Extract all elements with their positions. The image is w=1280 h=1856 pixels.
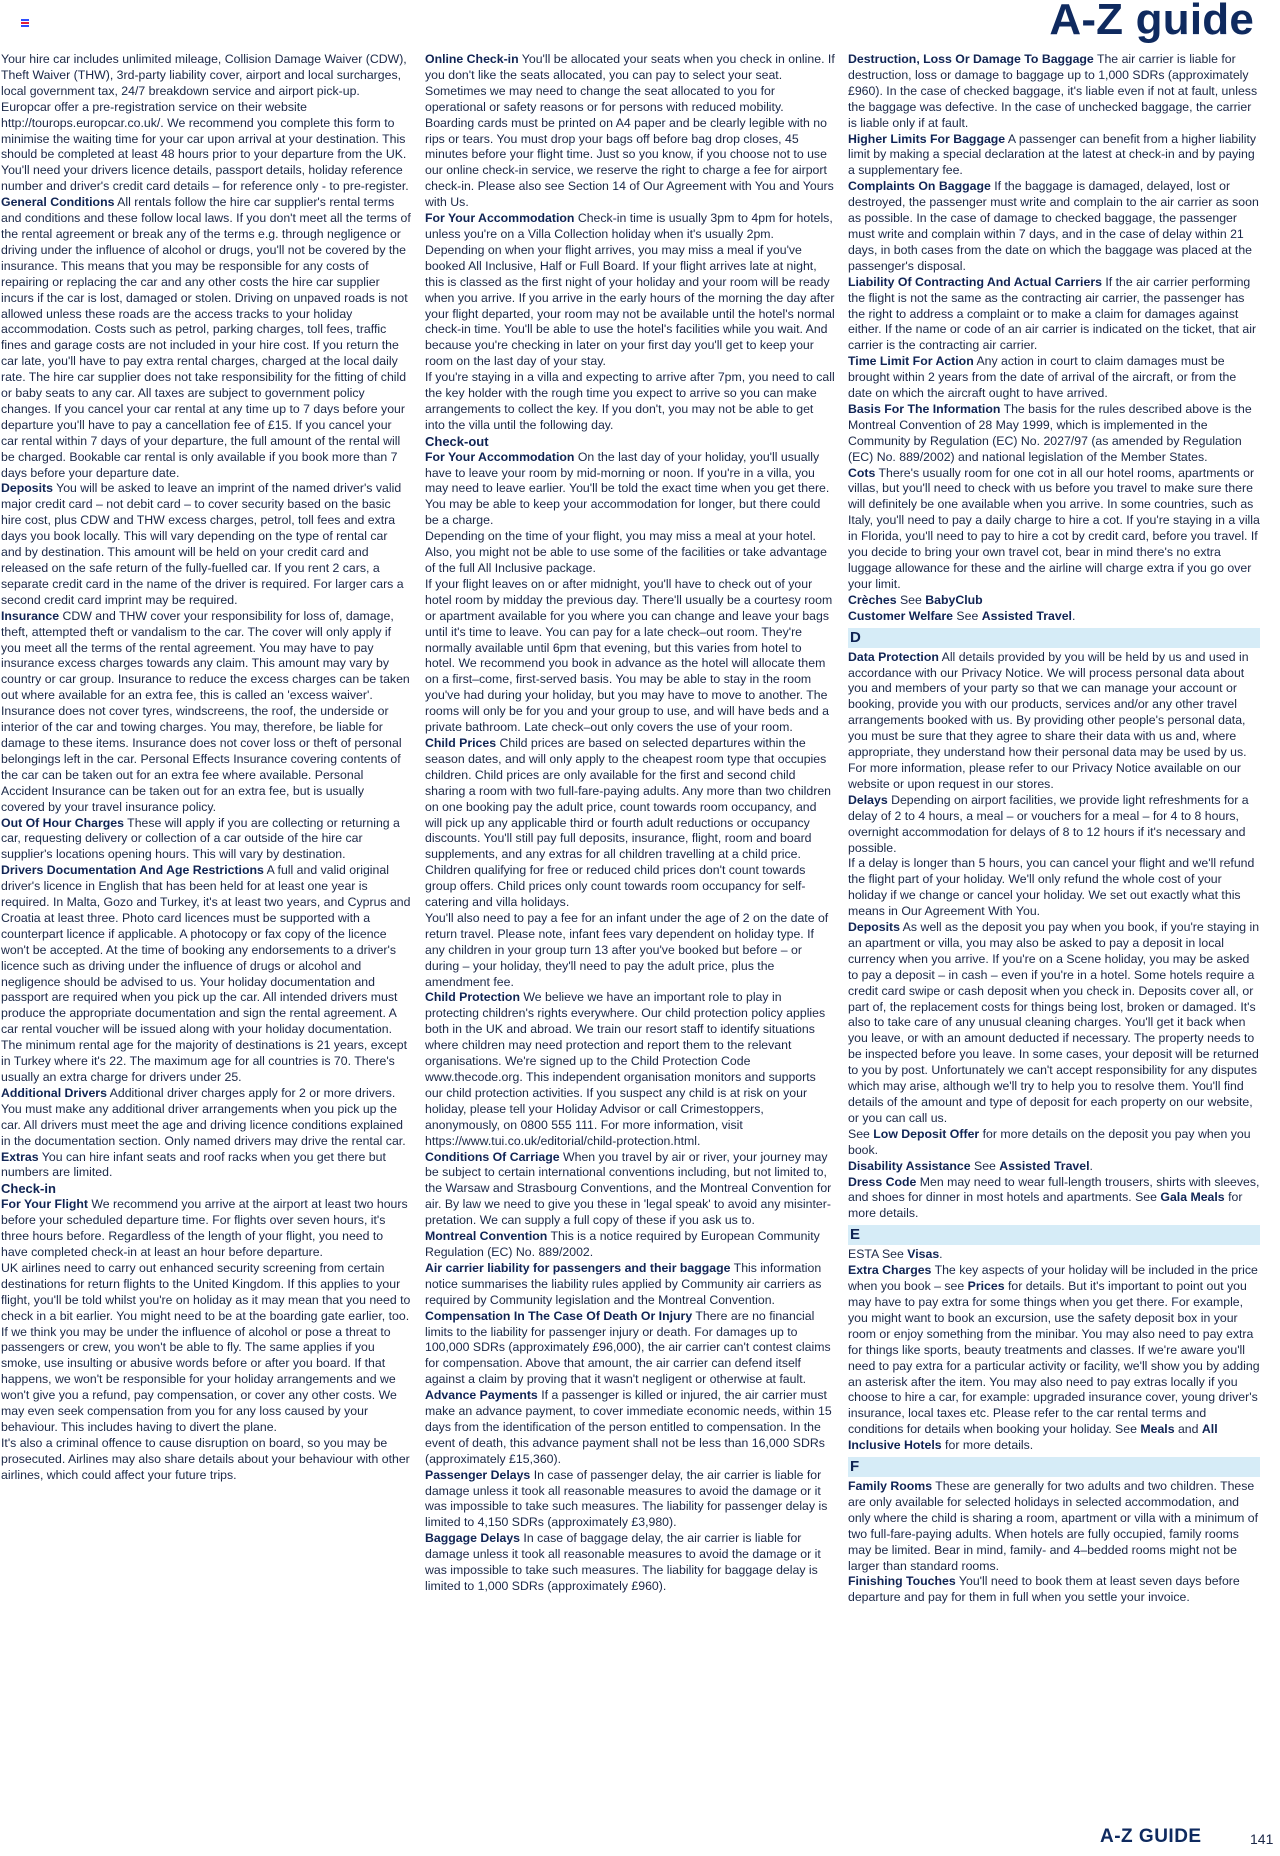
entry-text: for more details on the deposit you pay when you book.: [848, 1126, 1251, 1157]
entry-text: See: [953, 608, 982, 623]
entry-term: Higher Limits For Baggage: [848, 131, 1006, 146]
entry-term: Deposits: [848, 920, 900, 935]
entry-text: CDW and THW cover your responsibility for loss of, damage, theft, attempted theft or vandalism to the car. The cover will only apply if you meet all the terms of the rental agreement. You may have to pay insurance excess charges towards any claim. This amount may vary by country or car group. Insurance to reduce the excess charges can be taken out where available for an extra fee, this is called an 'excess waiver'. Insurance does not cover tyres, windscreens, the roof, the underside or interior of the car and towing charges. You may, therefore, be liable for damage to these items. Insurance does not cover loss or theft of personal belongings left in the car. Personal Effects Insurance covering contents of the car can be taken out for an extra fee where available. Personal Accident Insurance can be taken out for an extra fee, but is usually covered by your travel insurance policy.: [1, 608, 410, 814]
entry-text: and: [1174, 1422, 1202, 1437]
entry-term: Air carrier liability for passengers and their baggage: [425, 1260, 731, 1275]
entry-term: Cots: [848, 465, 876, 480]
entry-text: If you're staying in a villa and expecting to arrive after 7pm, you need to call the key holder with the rough time you expect to arrive so you can make arrangements to collect the key. If you don't, you may not be able to get into the villa until the following day.: [425, 370, 835, 432]
cross-reference: Assisted Travel: [999, 1158, 1090, 1173]
entry-text: We believe we have an important role to play in protecting children's rights everywhere. Our child protection policy applies both in the UK and abroad. We train our resort staff to identify situations where children may need protection and report them to the relevant organisations. We're signed up to the Child Protection Code www.thecode.org. This independent organisation monitors and supports our child protection activities. If you suspect any child is at risk on your holiday, please tell your Holiday Advisor or call Crimestoppers, anonymously, on 0800 555 111. For more information, visit https://www.tui.co.uk/editorial/child-protection.html.: [425, 990, 826, 1148]
entry-term: Drivers Documentation And Age Restrictions: [1, 863, 264, 878]
entry-text: There's usually room for one cot in all our hotel rooms, apartments or villas, but you'll need to check with us before you travel to make sure there will definitely be one available when you arrive. In some countries, such as Italy, you'll need to pay a daily charge to hire a cot. If you're staying in a villa in Florida, you'll need to pay to hire a cot by credit card, before you travel. If you decide to bring your own travel cot, bear in mind there's no extra luggage allowance for these and the airline will charge extra if you go over your limit.: [848, 465, 1260, 591]
entry-text: On the last day of your holiday, you'll usually have to leave your room by mid-morning or noon. If you're in a villa, you may need to leave earlier. You'll be told the exact time when you get there. You may be able to keep your accommodation for longer, but there could be a charge.: [425, 449, 830, 528]
entry-text: If we think you may be under the influence of alcohol or pose a threat to passengers or crew, you won't be able to fly. The same applies if you smoke, use insulting or abusive words before or after you board. If that happens, we won't be responsible for your holiday arrangements and we won't give you a refund, pay compensation, or cover any other costs. We may even seek compensation from you for any loss caused by your behaviour. This includes having to divert the plane.: [1, 1324, 397, 1434]
entry-text: The basis for the rules described above is the Montreal Convention of 28 May 1999, which is implemented in the Community by Regulation (EC) No. 2027/97 (as amended by Regulation (EC) No. 889/2002) and national legislation of the Member States.: [848, 401, 1252, 464]
entry-term: Destruction, Loss Or Damage To Baggage: [848, 52, 1094, 66]
entry-paragraph: [425, 1468, 835, 1532]
entry-text: As well as the deposit you pay when you book, if you're staying in an apartment or villa, you may also be asked to pay a deposit in local currency when you arrive. If you're on a Scene holiday, you may be asked to pay a deposit – in cash – even if you're in a hotel. Some hotels require a credit card swipe or cash deposit when you check in. Deposits cover all, or part of, the replacement costs for things being lost, broken or damaged. It's also to take care of any unusual cleaning charges. You'll get it back when you leave, or with an amount deducted if necessary. The property needs to be inspected before you leave. In some cases, your deposit will be returned to you by post. Unfortunately we can't accept responsibility for any disputes which may arise, although we'll try to help you to resolve them. You'll find details of the amount and type of deposit for each property on our website, or you can call us.: [848, 920, 1260, 1125]
entry-text: See: [970, 1158, 1000, 1173]
entry-paragraph: [848, 1159, 1260, 1175]
cross-reference: All Inclusive Hotels: [848, 1422, 1218, 1453]
entry-paragraph: [1, 52, 411, 100]
entry-paragraph: [1, 100, 411, 195]
entry-text: Child prices are based on selected departures within the season dates, and will only apply to the cheapest room type that occupies children. Child prices are only available for the first and second child sharing a room with two full-fare-paying adults. Any more than two children on one booking pay the adult price, count towards room occupancy, and will pick up any applicable third or fourth adult reductions or occupancy discounts. You'll still pay full deposits, insurance, flight, room and board supplements, and any extras for all children travelling at a child price. Children qualifying for free or reduced child prices don't count towards group offers. Child prices only count towards room occupancy for self-catering and villa holidays.: [425, 735, 831, 910]
entry-paragraph: [848, 275, 1260, 355]
entry-text: You'll also need to pay a fee for an infant under the age of 2 on the date of return travel. Please note, infant fees vary dependent on holiday type. If any children in your group turn 13 after you've booked but before – or during – your holiday, they'll need to pay the adult price, plus the amendment fee.: [425, 910, 829, 989]
entry-term: Montreal Convention: [425, 1229, 548, 1244]
cross-reference: Low Deposit Offer: [873, 1126, 980, 1141]
entry-text: Any action in court to claim damages must be brought within 2 years from the date of arrival of the aircraft, or from the date on which the aircraft ought to have arrived.: [848, 354, 1237, 401]
entry-term: Online Check-in: [425, 52, 519, 66]
letter-band: E: [848, 1225, 1260, 1245]
entry-text: Depending on airport facilities, we provide light refreshments for a delay of 2 to 4 hours, a meal – or vouchers for a meal – for 4 to 8 hours, overnight accommodation for delays of 8 to 12 hours if it's necessary and possible.: [848, 792, 1249, 855]
entry-text: UK airlines need to carry out enhanced security screening from certain destinations for return flights to the United Kingdom. If this applies to your flight, you'll be told whilst you're on holiday as it may mean that you need to check in a bit earlier. You might need to be at the boarding gate earlier, too.: [1, 1260, 411, 1323]
entry-paragraph: [425, 1531, 835, 1595]
entry-text: .: [1089, 1158, 1093, 1173]
entry-paragraph: [1, 1086, 411, 1150]
entry-text: for more details.: [848, 1190, 1243, 1221]
entry-paragraph: [848, 650, 1260, 793]
entry-paragraph: [1, 1436, 411, 1484]
entry-paragraph: [1, 863, 411, 1086]
entry-paragraph: [848, 1574, 1260, 1606]
entry-text: It's also a criminal offence to cause disruption on board, so you may be prosecuted. Airlines may also share details about your behaviour with other airlines, which could affect your future trips.: [1, 1435, 410, 1482]
entry-term: For Your Accommodation: [425, 211, 575, 226]
entry-paragraph: [425, 1229, 835, 1261]
column-1: [1, 52, 411, 1484]
entry-text: Europcar offer a pre-registration service on their website http://tourops.europcar.co.uk/. We recommend you complete this form to minimise the waiting time for your car upon arrival at your destination. This should be completed at least 48 hours prior to your departure from the UK. You'll need your drivers licence details, passport details, holiday reference number and driver's credit card details – for reference only - to pre-register.: [1, 99, 409, 194]
entry-paragraph: [425, 1388, 835, 1468]
letter-band: D: [848, 628, 1260, 648]
entry-term: Extras: [1, 1149, 39, 1164]
entry-paragraph: [425, 1150, 835, 1230]
entry-paragraph: [848, 609, 1260, 625]
entry-paragraph: [848, 856, 1260, 920]
entry-text: .: [1071, 608, 1076, 623]
entry-term: Deposits: [1, 481, 53, 496]
entry-term: Finishing Touches: [848, 1574, 956, 1589]
entry-term: Dress Code: [848, 1174, 917, 1189]
entry-term: For Your Accommodation: [425, 449, 575, 464]
column-2: [425, 52, 835, 1595]
entry-text: Depending on the time of your flight, you may miss a meal at your hotel. Also, you might not be able to use some of the facilities or take advantage of the full All Inclusive package.: [425, 529, 827, 575]
entry-term: Customer Welfare: [848, 608, 954, 623]
section-heading: Check-out: [425, 433, 489, 449]
entry-text: See: [848, 1126, 874, 1141]
entry-term: Disability Assistance: [848, 1158, 971, 1173]
entry-paragraph: [848, 354, 1260, 402]
entry-paragraph: [425, 529, 835, 577]
entry-text: When you travel by air or river, your journey may be subject to certain international conventions including, but not limited to, the Warsaw and Strasbourg Conventions, and the Montreal Convention for air. By law we need to give you these in 'legal speak' to avoid any misinter-pretation. We can supply a full copy of these if you ask us to.: [425, 1149, 832, 1228]
entry-paragraph: [848, 1127, 1260, 1159]
entry-paragraph: [425, 211, 835, 370]
entry-paragraph: [1, 481, 411, 608]
cross-reference: Assisted Travel: [981, 608, 1072, 623]
entry-paragraph: [848, 920, 1260, 1127]
entry-paragraph: [848, 793, 1260, 857]
entry-text: .: [939, 1247, 943, 1262]
entry-paragraph: [1, 1197, 411, 1261]
entry-term: Passenger Delays: [425, 1467, 531, 1482]
entry-text: These are generally for two adults and two children. These are only available for selected holidays in selected accommodation, and only where the child is sharing a room, apartment or villa with a minimum of two full-fare-paying adults. When hotels are fully occupied, family rooms may be limited. Bear in mind, family- and 4–bedded rooms might not be larger than standard rooms.: [848, 1479, 1259, 1573]
entry-paragraph: [1, 609, 411, 816]
entry-text: If a delay is longer than 5 hours, you can cancel your flight and we'll refund the flight part of your holiday. We'll only refund the whole cost of your holiday if we change or cancel your holiday. We set out exactly what this means in Our Agreement With You.: [848, 856, 1255, 919]
entry-paragraph: [1, 1150, 411, 1182]
entry-text: If the air carrier performing the flight is not the same as the contracting air carrier, the passenger has the right to address a complaint or to make a claim for damages against either. If the name or code of an air carrier is indicated on the ticket, that air carrier is the contracting air carrier.: [848, 274, 1257, 353]
entry-paragraph: [1, 816, 411, 864]
entry-term: Child Protection: [425, 990, 520, 1005]
cross-reference: BabyClub: [925, 592, 983, 607]
entry-term: Baggage Delays: [425, 1531, 521, 1546]
entry-term: Conditions Of Carriage: [425, 1149, 560, 1164]
entry-text: The key aspects of your holiday will be included in the price when you book – see: [848, 1263, 1258, 1294]
entry-paragraph: [848, 1479, 1260, 1574]
entry-paragraph: [848, 402, 1260, 466]
entry-text: Your hire car includes unlimited mileage, Collision Damage Waiver (CDW), Theft Waiver (THW), 3rd-party liability cover, airport and local surcharges, local government tax, 24/7 breakdown service and airport pick-up.: [1, 52, 407, 98]
entry-paragraph: [848, 1247, 1260, 1263]
entry-text: If a passenger is killed or injured, the air carrier must make an advance payment, to cover immediate economic needs, within 15 days from the identification of the person entitled to compensation. In the event of death, this advance payment shall not be less than 16,000 SDRs (approximately £15,360).: [425, 1388, 832, 1466]
entry-term: Child Prices: [425, 735, 497, 750]
entry-text: If your flight leaves on or after midnight, you'll have to check out of your hotel room by midday the previous day. There'll usually be a courtesy room or apartment available for you where you can change and leave your bags until it's time to leave. You can pay for a late check–out room. They're normally available until 6pm that evening, but this varies from hotel to hotel. We recommend you book in advance as the hotel will allocate them on a first–come, first-served basis. You may be able to stay in the room you've had during your holiday, but you may have to move to another. The rooms will only be for you and your group to use, and will have beds and a private bathroom. Late check–out only covers the use of your room.: [425, 576, 833, 735]
entry-term: Complaints On Baggage: [848, 179, 991, 194]
menu-icon[interactable]: [21, 19, 29, 27]
entry-text: A full and valid original driver's licence in English that has been held for at least one year is required. In Malta, Gozo and Turkey, it's at least two years, and Cyprus and Croatia at least three. Photo card licences must be supported with a counterpart licence if applicable. A photocopy or fax copy of the licence won't be accepted. At the time of booking any endorsements to a driver's licence such as driving under the influence of drugs or alcohol and negligence should be advised to us. Your holiday documentation and passport are required when you pick up the car. All intended drivers must produce the appropriate documentation and sign the rental agreement. A car rental voucher will be issued along with your holiday documentation. The minimum rental age for the majority of destinations is 21 years, except in Turkey where it's 22. The maximum age for all countries is 70. There's usually an extra charge for drivers under 25.: [1, 863, 411, 1084]
entry-term: General Conditions: [1, 195, 115, 210]
entry-term: Basis For The Information: [848, 401, 1001, 416]
entry-text: We recommend you arrive at the airport at least two hours before your scheduled departure time. For flights over seven hours, it's three hours before. Regardless of the length of your flight, you need to have completed check-in at least an hour before departure.: [1, 1197, 408, 1259]
entry-paragraph: [425, 450, 835, 530]
entry-text: There are no financial limits to the liability for passenger injury or death. For damages up to 100,000 SDRs (approximately £96,000), the air carrier can't contest claims for compensation. Above that amount, the air carrier can defend itself against a claim by proving that it wasn't negligent or otherwise at fault.: [425, 1308, 831, 1387]
entry-term: Crèches: [848, 592, 897, 607]
entry-paragraph: [425, 736, 835, 911]
entry-text: In case of baggage delay, the air carrier is liable for damage unless it took all reasonable measures to avoid the damage or it was impossible to take such measures. The liability for baggage delay is limited to 1,000 SDRs (approximately £960).: [425, 1531, 821, 1593]
entry-text: The air carrier is liable for destruction, loss or damage to baggage up to 1,000 SDRs (approximately £960). In the case of checked baggage, it's liable even if not at fault, unless the baggage was defective. In the case of unchecked baggage, the carrier is liable only if at fault.: [848, 52, 1258, 130]
entry-term: Out Of Hour Charges: [1, 815, 124, 830]
entry-paragraph: [425, 577, 835, 736]
entry-text: If the baggage is damaged, delayed, lost or destroyed, the passenger must write and complain to the air carrier as soon as possible. In the case of damage to checked baggage, the passenger must write and complain within 7 days, and in the case of delay within 21 days, in both cases from the date on which the baggage was placed at the passenger's disposal.: [848, 179, 1259, 273]
entry-term: Delays: [848, 792, 888, 807]
entry-paragraph: [848, 1263, 1260, 1454]
entry-text: ESTA See: [848, 1247, 908, 1262]
entry-text: In case of passenger delay, the air carrier is liable for damage unless it took all reasonable measures to avoid the damage or it was impossible to take such measures. The liability for passenger delay is limited to 4,150 SDRs (approximately £3,980).: [425, 1467, 828, 1530]
entry-text: for more details.: [941, 1438, 1034, 1453]
entry-term: Additional Drivers: [1, 1085, 107, 1100]
letter-band: F: [848, 1457, 1260, 1477]
entry-paragraph: [848, 52, 1260, 132]
entry-paragraph: [848, 132, 1260, 180]
entry-term: Family Rooms: [848, 1479, 933, 1494]
entry-paragraph: [425, 370, 835, 434]
entry-paragraph: [425, 990, 835, 1149]
footer-label: A-Z GUIDE: [1100, 1826, 1202, 1847]
entry-text: You can hire infant seats and roof racks when you get there but numbers are limited.: [1, 1149, 386, 1180]
entry-text: You'll be allocated your seats when you check in online. If you don't like the seats allocated, you can pay to select your seat. Sometimes we may need to change the seat allocated to you for operational or safety reasons or for persons with reduced mobility. Boarding cards must be printed on A4 paper and be clearly legible with no rips or tears. You must drop your bags off before bag drop closes, 45 minutes before your flight time. Just so you know, if you choose not to use our online check-in service, we reserve the right to charge a fee for airport check-in. Please also see Section 14 of Our Agreement with You and Yours with Us.: [425, 52, 835, 210]
entry-paragraph: [425, 1261, 835, 1309]
cross-reference: Meals: [1140, 1422, 1175, 1437]
column-3: [848, 52, 1260, 1606]
cross-reference: Prices: [967, 1279, 1005, 1294]
entry-term: Data Protection: [848, 649, 939, 664]
section-heading: Check-in: [1, 1181, 56, 1197]
entry-text: See: [896, 592, 926, 607]
entry-paragraph: [425, 1309, 835, 1389]
entry-paragraph: [1, 1325, 411, 1436]
entry-text: Check-in time is usually 3pm to 4pm for hotels, unless you're on a Villa Collection holiday when it's usually 2pm. Depending on when your flight arrives, you may miss a meal if you've booked All Inclusive, Half or Full Board. If your flight arrives late at night, this is classed as the first night of your holiday and your room will be ready when you arrive. If you arrive in the early hours of the morning the day after your flight departed, your room may not be available until the hotel's normal check-in time. You'll be able to use the hotel's facilities while you wait. And because you're checking in later on your first day you'll get to keep your room on the last day of your stay.: [425, 211, 835, 369]
entry-term: Advance Payments: [425, 1388, 538, 1403]
entry-paragraph: [1, 195, 411, 481]
entry-paragraph: [848, 593, 1260, 609]
entry-paragraph: [848, 1175, 1260, 1223]
entry-paragraph: [848, 179, 1260, 274]
page-title: A-Z guide: [1049, 0, 1254, 44]
entry-text: Men may need to wear full-length trousers, shirts with sleeves, and shoes for dinner in most hotels and apartments. See: [848, 1174, 1260, 1205]
cross-reference: Gala Meals: [1160, 1190, 1225, 1205]
entry-text: All details provided by you will be held by us and used in accordance with our Privacy Notice. We will process personal data about you and members of your party so that we can manage your account or booking, provide you with our products, services and/or any other travel arrangements booked with us. By providing other people's personal data, you must be sure that they agree to share their data with us and, where appropriate, they understand how their personal data may be used by us. For more information, please refer to our Privacy Notice available on our website or upon request in our stores.: [848, 649, 1249, 791]
entry-text: for details. But it's important to point out you may have to pay extra for some things when you get there. For example, you might want to book an excursion, use the safety deposit box in your room or enjoy something from the minibar. You may also need to pay extra for things like sports, beauty treatments and classes. If we're aware you'll need to pay extra for a particular activity or facility, we'll show you by adding an asterisk after the item. You may also need to pay extras locally if you choose to hire a car, for example: upgraded insurance cover, young driver's insurance, local taxes etc. Please refer to the car rental terms and conditions for details when booking your holiday. See: [848, 1279, 1260, 1437]
entry-paragraph: [1, 1261, 411, 1325]
entry-text: You will be asked to leave an imprint of the named driver's valid major credit card – not debit card – to cover security based on the basic hire cost, plus CDW and THW excess charges, petrol, toll fees and extra days you book locally. This will vary depending on the type of rental car and by destination. This amount will be held on your credit card and released on the safe return of the fully-fuelled car. If you rent 2 cars, a separate credit card in the name of the driver is required. For larger cars a second credit card imprint may be required.: [1, 481, 404, 607]
entry-term: Liability Of Contracting And Actual Carriers: [848, 274, 1102, 289]
entry-term: Insurance: [1, 608, 60, 623]
entry-text: This information notice summarises the liability rules applied by Community air carriers as required by Community legislation and the Montreal Convention.: [425, 1260, 822, 1307]
entry-term: Compensation In The Case Of Death Or Injury: [425, 1308, 693, 1323]
cross-reference: Visas: [907, 1247, 940, 1262]
entry-text: Additional driver charges apply for 2 or more drivers. You must make any additional driver arrangements when you pick up the car. All drivers must meet the age and driving licence conditions explained in the documentation section. Only named drivers may drive the rental car.: [1, 1085, 406, 1148]
entry-paragraph: [425, 911, 835, 991]
entry-text: These will apply if you are collecting or returning a car, requesting delivery or collection of a car outside of the hire car supplier's locations opening hours. This will vary by destination.: [1, 815, 400, 862]
entry-text: A passenger can benefit from a higher liability limit by making a special declaration at the latest at check-in and by paying a supplementary fee.: [848, 131, 1257, 178]
entry-term: Extra Charges: [848, 1263, 932, 1278]
entry-text: All rentals follow the hire car supplier's rental terms and conditions and these follow local laws. If you don't meet all the terms of the rental agreement or break any of the terms e.g. through negligence or driving under the influence of alcohol or drugs, you'll not be covered by the insurance. This means that you may be responsible for any costs of repairing or replacing the car and any other costs the hire car supplier incurs if the car is lost, damaged or stolen. Driving on unpaved roads is not allowed unless these roads are the access tracks to your holiday accommodation. Costs such as petrol, parking charges, toll fees, traffic fines and garage costs are not included in your hire cost. If you return the car late, you'll have to pay extra rental charges, charged at the local daily rate. The hire car supplier does not take responsibility for the fitting of child or baby seats to any car. All taxes are subject to government policy changes. If you cancel your car rental at any time up to 7 days before your departure you'll have to pay a cancellation fee of £15. If you cancel your car rental within 7 days of your departure, the full amount of the rental will be charged. Bookable car rental is only available if you book more than 7 days before your departure date.: [1, 195, 411, 480]
entry-paragraph: [848, 466, 1260, 593]
entry-term: For Your Flight: [1, 1197, 88, 1212]
entry-text: This is a notice required by European Community Regulation (EC) No. 889/2002.: [425, 1229, 820, 1259]
entry-paragraph: [425, 52, 835, 211]
entry-text: You'll need to book them at least seven days before departure and pay for them in full when you settle your invoice.: [848, 1574, 1240, 1605]
entry-term: Time Limit For Action: [848, 354, 974, 369]
page-number: 141: [1250, 1831, 1274, 1847]
